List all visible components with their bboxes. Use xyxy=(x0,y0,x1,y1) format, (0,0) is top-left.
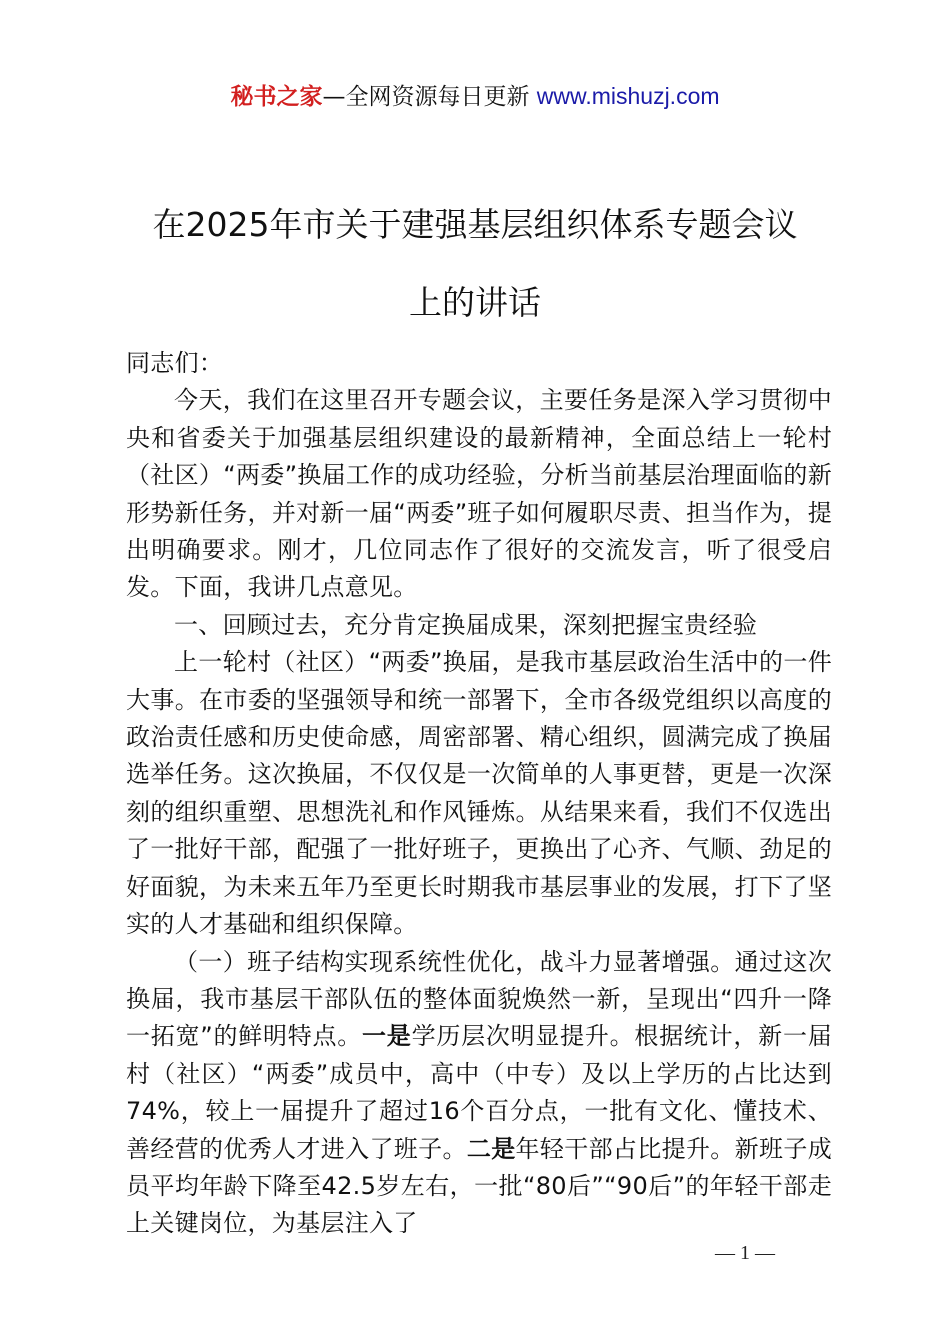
point-two-label: 二是 xyxy=(466,1134,516,1163)
banner-tagline: 全网资源每日更新 xyxy=(345,84,530,110)
paragraph-structure-text-c: 年轻干部占比提升。新班子成员平均年龄下降至42.5岁左右，一批“80后”“90后”的年轻干部走上关键岗位，为基层注入了 xyxy=(126,1134,832,1238)
document-body xyxy=(126,345,832,1243)
page-number: — 1 — xyxy=(715,1242,775,1264)
salutation: 同志们： xyxy=(126,349,224,377)
banner-url-link[interactable]: www.mishuzj.com xyxy=(536,83,720,109)
paragraph-structure-text-b: 学历层次明显提升。根据统计，新一届村（社区）“两委”成员中，高中（中专）及以上学历的占比达到74%，较上一届提升了超过16个百分点，一批有文化、懂技术、善经营的优秀人才进入了班子。 xyxy=(126,1022,833,1163)
paragraph-structure xyxy=(126,944,832,1243)
title-line-2: 上的讲话 xyxy=(409,283,541,322)
brand-name: 秘书之家 xyxy=(230,84,323,110)
document-title xyxy=(100,186,850,342)
paragraph-structure-text-a: （一）班子结构实现系统性优化，战斗力显著增强。通过这次换届，我市基层干部队伍的整体面貌焕然一新，呈现出“四升一降一拓宽”的鲜明特点。 xyxy=(126,947,832,1051)
banner-dash: — xyxy=(322,84,346,110)
section-heading-1: 一、回顾过去，充分肯定换届成果，深刻把握宝贵经验 xyxy=(174,610,758,639)
paragraph-review: 上一轮村（社区）“两委”换届，是我市基层政治生活中的一件大事。在市委的坚强领导和统一部署下，全市各级党组织以高度的政治责任感和历史使命感，周密部署、精心组织，圆满完成了换届选举任务。这次换届，不仅仅是一次简单的人事更替，更是一次深刻的组织重塑、思想洗礼和作风锤炼。从结果来看，我们不仅选出了一批好干部，配强了一批好班子，更换出了心齐、气顺、劲足的好面貌，为未来五年乃至更长时期我市基层事业的发展，打下了坚实的人才基础和组织保障。 xyxy=(126,648,832,939)
title-line-1: 在2025年市关于建强基层组织体系专题会议 xyxy=(152,205,798,244)
paragraph-intro: 今天，我们在这里召开专题会议，主要任务是深入学习贯彻中央和省委关于加强基层组织建设的最新精神，全面总结上一轮村（社区）“两委”换届工作的成功经验，分析当前基层治理面临的新形势新任务，并对新一届“两委”班子如何履职尽责、担当作为，提出明确要求。刚才，几位同志作了很好的交流发言，听了很受启发。下面，我讲几点意见。 xyxy=(126,386,832,602)
site-banner xyxy=(0,80,950,113)
point-one-label: 一是 xyxy=(362,1022,412,1051)
